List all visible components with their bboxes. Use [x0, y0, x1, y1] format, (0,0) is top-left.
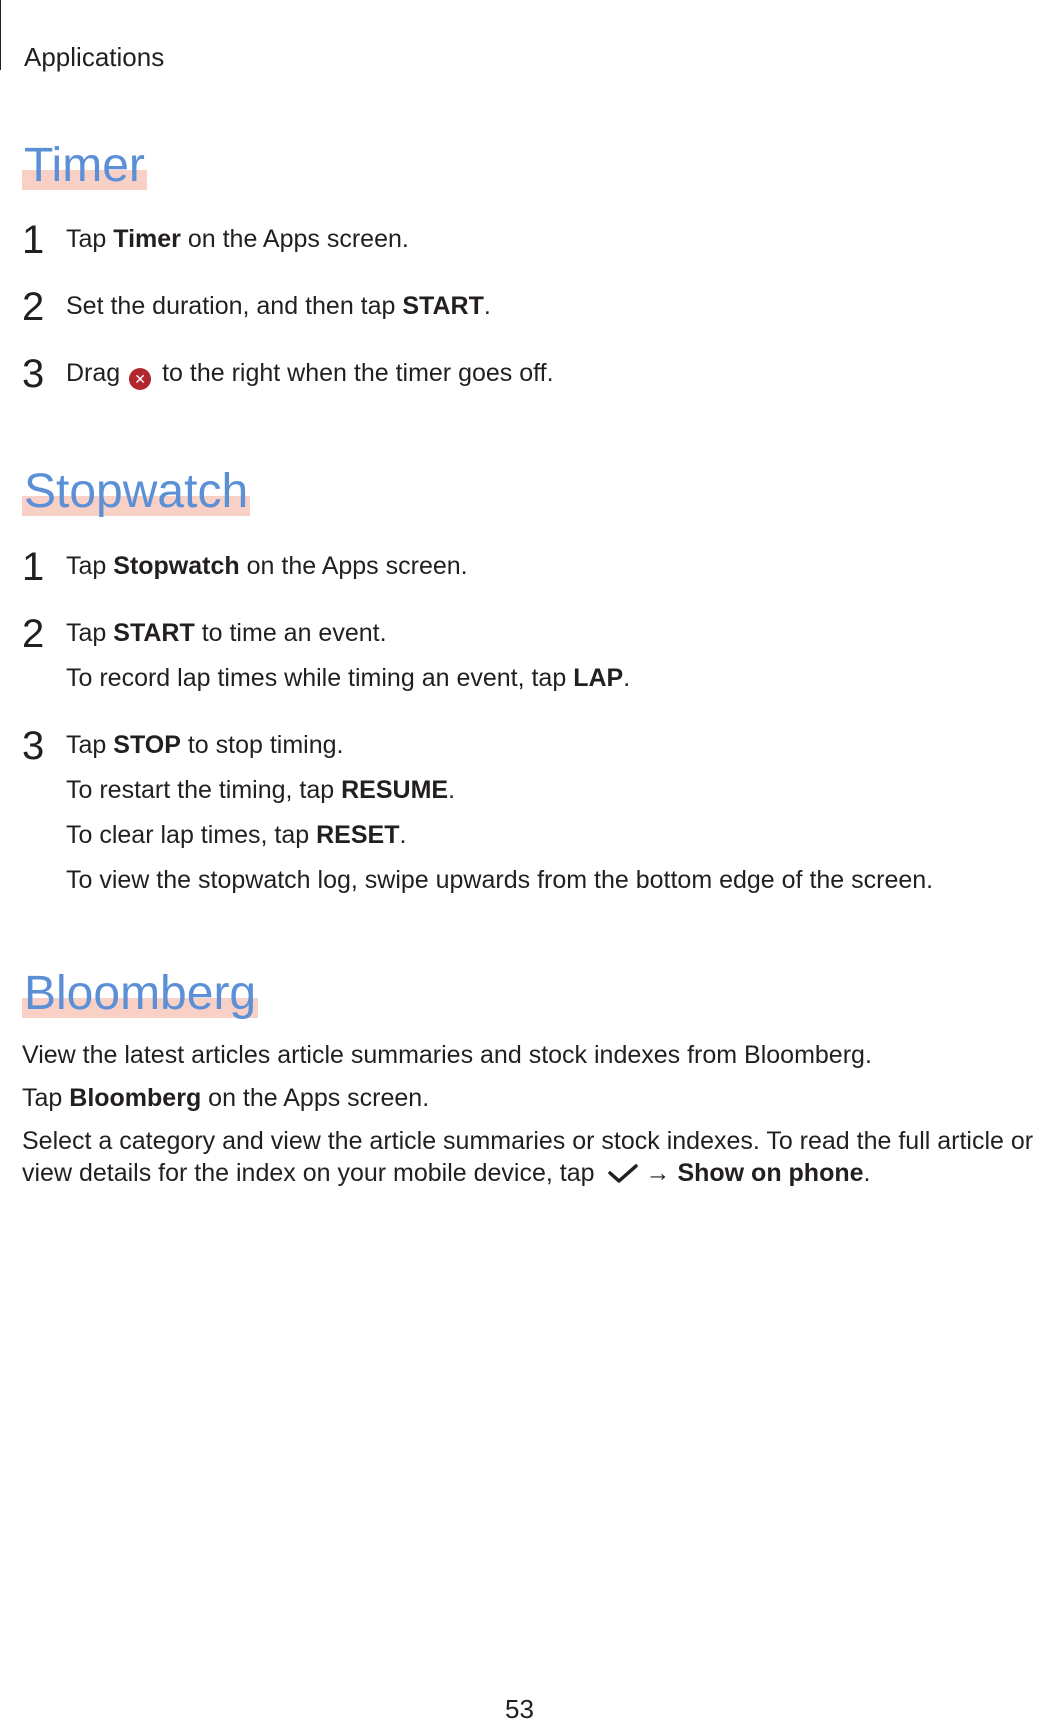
ui-term: Bloomberg: [69, 1084, 202, 1112]
stopwatch-step-3-note-1: To restart the timing, tap RESUME.: [66, 776, 456, 804]
close-x-icon: ✕: [129, 368, 151, 390]
step-number: 2: [22, 612, 45, 656]
check-icon: [607, 1162, 639, 1192]
ui-term: START: [402, 292, 484, 320]
ui-term: Show on phone: [677, 1159, 864, 1187]
ui-term: START: [113, 619, 195, 647]
step-text: Tap Stopwatch on the Apps screen.: [66, 552, 468, 580]
stopwatch-step-3: [22, 724, 344, 768]
page-number: 53: [505, 1694, 534, 1724]
bloomberg-intro: View the latest articles article summaries and stock indexes from Bloomberg.: [22, 1041, 872, 1069]
section-title-stopwatch: Stopwatch: [24, 465, 249, 518]
stopwatch-step-3-note-2: To clear lap times, tap RESET.: [66, 821, 407, 849]
step-number: 1: [22, 545, 45, 589]
running-head: Applications: [24, 42, 165, 72]
ui-term: STOP: [113, 731, 181, 759]
step-number: 2: [22, 285, 45, 329]
stopwatch-step-2: [22, 612, 387, 656]
page-edge-rule: [0, 0, 1, 70]
ui-term: RESET: [316, 821, 400, 849]
section-title-bloomberg: Bloomberg: [24, 967, 257, 1020]
bloomberg-instructions-line-2: view details for the index on your mobile device, tap → Show on phone.: [22, 1158, 870, 1192]
bloomberg-open: Tap Bloomberg on the Apps screen.: [22, 1084, 430, 1112]
stopwatch-step-2-note: To record lap times while timing an event, tap LAP.: [66, 664, 631, 692]
ui-term: LAP: [573, 664, 624, 692]
step-text: Set the duration, and then tap START.: [66, 292, 491, 320]
ui-term: Stopwatch: [113, 552, 240, 580]
step-text: Tap Timer on the Apps screen.: [66, 225, 409, 253]
step-number: 3: [22, 352, 45, 396]
section-title-timer: Timer: [24, 139, 145, 192]
step-number: 1: [22, 218, 45, 262]
step-text: Tap START to time an event.: [66, 619, 387, 647]
stopwatch-step-1: [22, 545, 468, 589]
stopwatch-step-3-note-3: To view the stopwatch log, swipe upwards from the bottom edge of the screen.: [66, 866, 934, 894]
bloomberg-instructions-line-1: Select a category and view the article summaries or stock indexes. To read the full article or: [22, 1127, 1034, 1155]
step-text: Drag ✕ to the right when the timer goes off.: [66, 358, 554, 390]
timer-step-3: [22, 352, 554, 396]
ui-term: RESUME: [341, 776, 449, 804]
step-text: Tap STOP to stop timing.: [66, 731, 344, 759]
ui-term: Timer: [113, 225, 181, 253]
timer-step-2: [22, 285, 491, 329]
step-number: 3: [22, 724, 45, 768]
timer-step-1: [22, 218, 409, 262]
arrow-glyph: →: [645, 1159, 671, 1187]
